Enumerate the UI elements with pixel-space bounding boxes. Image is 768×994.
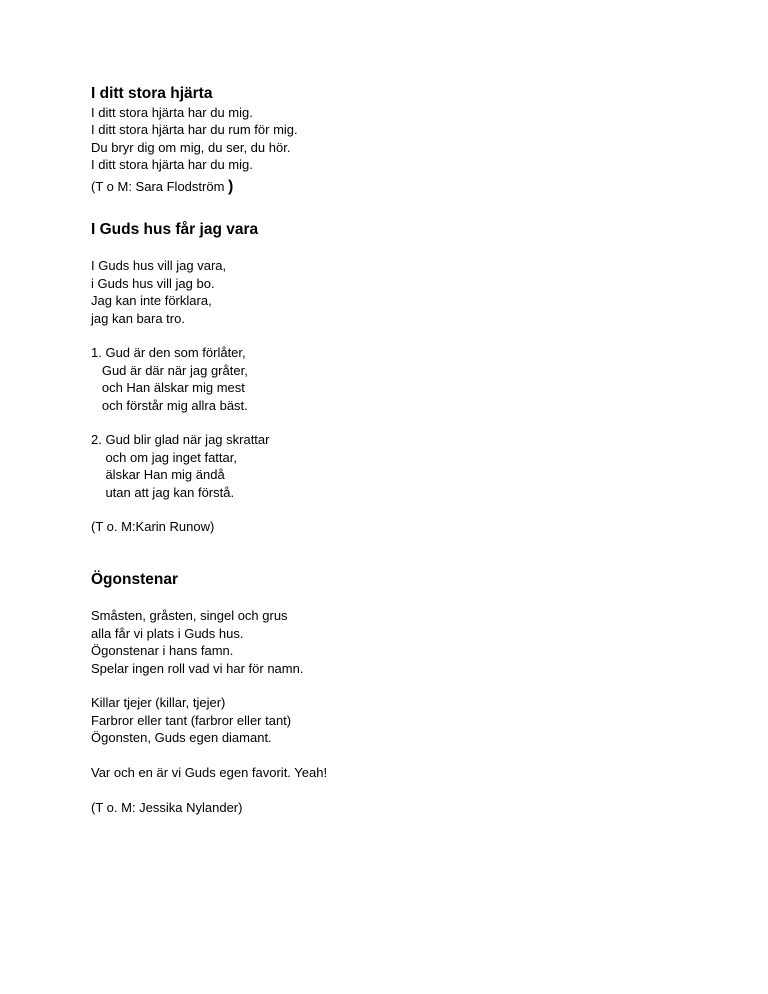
verse — [91, 764, 651, 781]
verse-line: Jag kan inte förklara, — [91, 293, 212, 309]
verse-line: och om jag inget fattar, — [91, 449, 237, 465]
verse-line: alla får vi plats i Guds hus. — [91, 625, 244, 641]
verse-line: älskar Han mig ändå — [91, 467, 225, 483]
verse-line: jag kan bara tro. — [91, 310, 185, 326]
verse — [91, 257, 651, 327]
verse — [91, 694, 651, 746]
verse-line: 1. Gud är den som förlåter, — [91, 345, 246, 361]
verse-line: utan att jag kan förstå. — [91, 484, 235, 500]
verse-line: Småsten, gråsten, singel och grus — [91, 608, 288, 624]
verse-line: Var och en är vi Guds egen favorit. Yeah! — [91, 765, 328, 781]
verse-line: Du bryr dig om mig, du ser, du hör. — [91, 139, 291, 155]
song-ogonstenar — [91, 570, 651, 816]
verse-line: Ögonstenar i hans famn. — [91, 643, 234, 659]
song-title: I Guds hus får jag vara — [91, 221, 259, 238]
verse-line: 2. Gud blir glad när jag skrattar — [91, 432, 270, 448]
verse-line: Gud är där när jag gråter, — [91, 362, 248, 378]
song-i-ditt-stora-hjarta — [91, 84, 651, 195]
verse-line: I ditt stora hjärta har du mig. — [91, 157, 253, 173]
song-title: Ögonstenar — [91, 571, 178, 588]
verse — [91, 104, 651, 174]
song-title: I ditt stora hjärta — [91, 85, 213, 102]
verse — [91, 607, 651, 677]
verse-line: I Guds hus vill jag vara, — [91, 258, 227, 274]
verse-line: Ögonsten, Guds egen diamant. — [91, 730, 272, 746]
credit-close-paren: ) — [228, 177, 234, 195]
verse-line: Farbror eller tant (farbror eller tant) — [91, 712, 292, 728]
verse — [91, 431, 651, 501]
verse-line: och förstår mig allra bäst. — [91, 397, 248, 413]
song-credit: (T o. M: Jessika Nylander) — [91, 799, 243, 815]
verse-line: I ditt stora hjärta har du rum för mig. — [91, 122, 298, 138]
credit-text: (T o M: Sara Flodström — [91, 178, 229, 194]
verse-line: Spelar ingen roll vad vi har för namn. — [91, 660, 304, 676]
song-credit — [91, 178, 651, 195]
verse-line: i Guds hus vill jag bo. — [91, 275, 215, 291]
verse-line: och Han älskar mig mest — [91, 380, 245, 396]
song-i-guds-hus — [91, 220, 651, 536]
verse-line: I ditt stora hjärta har du mig. — [91, 105, 253, 120]
verse-line: Killar tjejer (killar, tjejer) — [91, 695, 226, 711]
verse — [91, 344, 651, 414]
song-credit: (T o. M:Karin Runow) — [91, 519, 215, 535]
